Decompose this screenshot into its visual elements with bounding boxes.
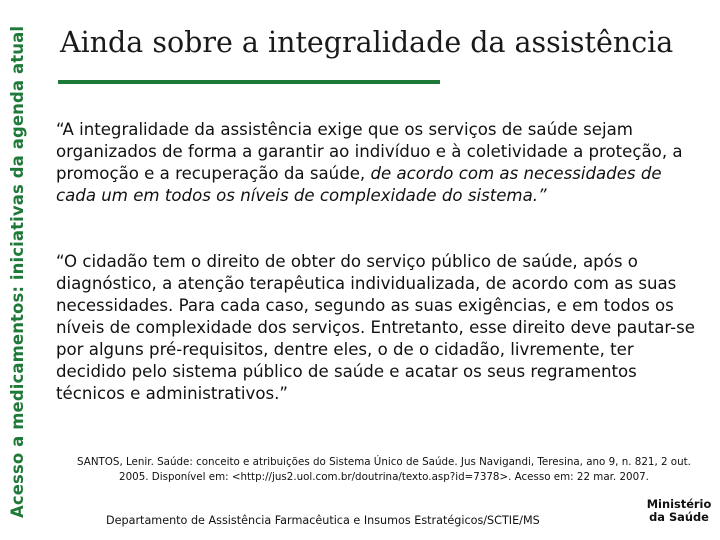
footer-department: Departamento de Assistência Farmacêutica e Insumos Estratégicos/SCTIE/MS <box>106 514 540 527</box>
logo-line-2: da Saúde <box>649 510 709 524</box>
ministerio-da-saude-logo <box>644 498 714 524</box>
logo-line-1: Ministério <box>646 497 712 511</box>
title-underline-divider <box>58 80 440 84</box>
slide-title: Ainda sobre a integralidade da assistência <box>60 26 674 59</box>
sidebar-title: Acesso a medicamentos: iniciativas da agenda atual <box>8 25 27 518</box>
bibliographic-reference: SANTOS, Lenir. Saúde: conceito e atribuições do Sistema Único de Saúde. Jus Navigandi, Teresina, ano 9, n. 821, 2 out. 2005. Disponível em: <http://jus2.uol.com.br/doutrina/texto.asp?id=7378>. Acesso em: 22 mar. 2007. <box>77 456 691 483</box>
quote-integralidade-text: “A integralidade da assistência exige que os serviços de saúde sejam organizados de forma a garantir ao indivíduo e à coletividade a proteção, a promoção e a recuperação da saúde, <box>56 120 683 183</box>
sidebar-vertical-banner <box>0 0 46 540</box>
quote-integralidade-italic: de acordo com as necessidades de cada um em todos os níveis de complexidade do sistema.” <box>56 164 662 205</box>
quote-integralidade <box>56 119 706 207</box>
quote-cidadao: “O cidadão tem o direito de obter do serviço público de saúde, após o diagnóstico, a atenção terapêutica individualizada, de acordo com as suas necessidades. Para cada caso, segundo as suas exigências, e em todos os níveis de complexidade dos serviços. Entretanto, esse direito deve pautar-se por alguns pré-requisitos, dentre eles, o de o cidadão, livremente, ter decidido pelo sistema público de saúde e acatar os seus regramentos técnicos e administrativos.” <box>56 252 695 403</box>
